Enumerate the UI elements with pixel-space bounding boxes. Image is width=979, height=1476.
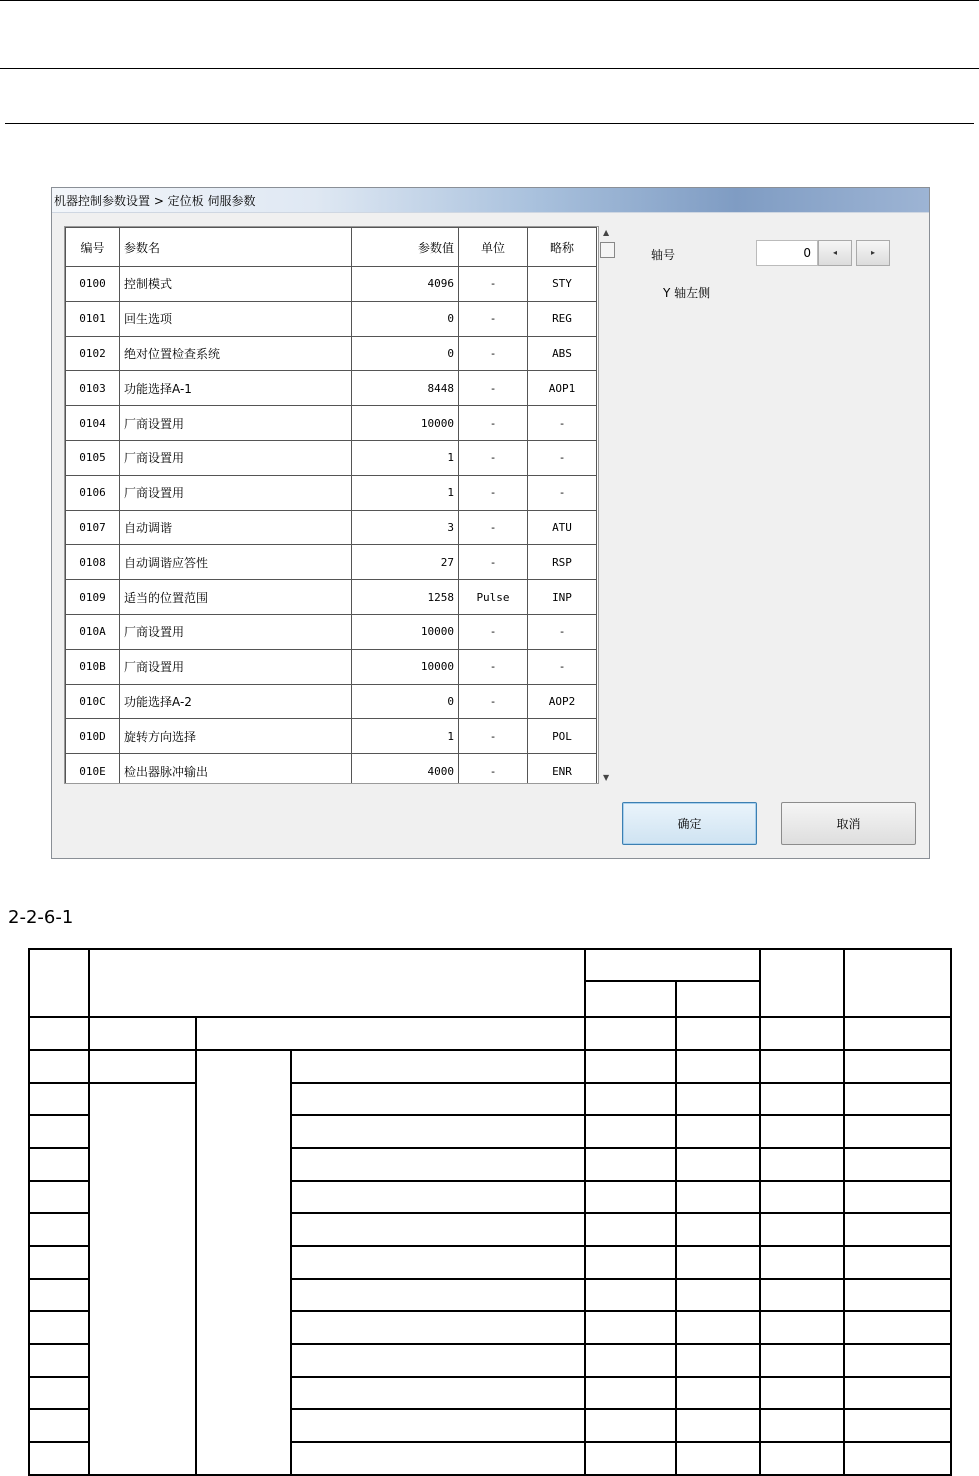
cell-abbreviation: - xyxy=(528,614,597,649)
col-header-value[interactable]: 参数值 xyxy=(352,228,459,267)
cell-abbreviation: RSP xyxy=(528,545,597,580)
spin-right-button[interactable] xyxy=(856,240,890,266)
cell-param-name: 控制模式 xyxy=(120,267,352,302)
table-row[interactable] xyxy=(66,684,597,719)
col-header-abbr[interactable]: 略称 xyxy=(528,228,597,267)
col-header-name[interactable]: 参数名 xyxy=(120,228,352,267)
cell-number: 0108 xyxy=(66,545,120,580)
cell-param-value[interactable]: 10000 xyxy=(352,406,459,441)
cell-unit: - xyxy=(459,267,528,302)
cell-param-value[interactable]: 1258 xyxy=(352,580,459,615)
cell-param-value[interactable]: 1 xyxy=(352,719,459,754)
cell-param-value[interactable]: 4096 xyxy=(352,267,459,302)
servo-parameter-window xyxy=(51,187,930,859)
table-row[interactable] xyxy=(66,719,597,754)
cell-param-value[interactable]: 4000 xyxy=(352,754,459,784)
chevron-right-icon: ▸ xyxy=(870,248,875,257)
cell-param-name: 厂商设置用 xyxy=(120,614,352,649)
cell-number: 0107 xyxy=(66,510,120,545)
cell-abbreviation: REG xyxy=(528,301,597,336)
header-row xyxy=(66,228,597,267)
cell-abbreviation: INP xyxy=(528,580,597,615)
table-row[interactable] xyxy=(66,545,597,580)
cell-param-value[interactable]: 8448 xyxy=(352,371,459,406)
cell-number: 010A xyxy=(66,614,120,649)
cell-abbreviation: STY xyxy=(528,267,597,302)
cell-unit: - xyxy=(459,510,528,545)
cell-number: 0101 xyxy=(66,301,120,336)
cell-unit: - xyxy=(459,684,528,719)
cell-unit: - xyxy=(459,440,528,475)
cell-param-name: 适当的位置范围 xyxy=(120,580,352,615)
cell-abbreviation: POL xyxy=(528,719,597,754)
cell-param-name: 绝对位置检查系统 xyxy=(120,336,352,371)
cell-number: 0103 xyxy=(66,371,120,406)
cell-param-value[interactable]: 0 xyxy=(352,336,459,371)
table-row[interactable] xyxy=(66,475,597,510)
parameter-grid[interactable] xyxy=(64,226,599,784)
cell-number: 010E xyxy=(66,754,120,784)
cell-param-name: 自动调谐 xyxy=(120,510,352,545)
cell-abbreviation: AOP2 xyxy=(528,684,597,719)
cell-number: 010D xyxy=(66,719,120,754)
window-title: 机器控制参数设置 > 定位板 伺服参数 xyxy=(54,194,256,208)
cell-abbreviation: ENR xyxy=(528,754,597,784)
cell-abbreviation: AOP1 xyxy=(528,371,597,406)
chevron-left-icon: ◂ xyxy=(832,248,837,257)
cell-unit: - xyxy=(459,614,528,649)
table-row[interactable] xyxy=(66,406,597,441)
axis-label: 轴号 xyxy=(651,248,676,262)
scroll-thumb[interactable] xyxy=(600,242,615,258)
cell-number: 0106 xyxy=(66,475,120,510)
col-header-no[interactable]: 编号 xyxy=(66,228,120,267)
cell-number: 0100 xyxy=(66,267,120,302)
cell-unit: - xyxy=(459,336,528,371)
cell-unit: - xyxy=(459,301,528,336)
axis-side-label: Y 轴左侧 xyxy=(663,286,711,300)
table-row[interactable] xyxy=(66,336,597,371)
cell-number: 010B xyxy=(66,649,120,684)
cell-unit: - xyxy=(459,649,528,684)
cell-param-name: 检出器脉冲输出 xyxy=(120,754,352,784)
table-row[interactable] xyxy=(66,371,597,406)
cell-abbreviation: - xyxy=(528,406,597,441)
cell-abbreviation: - xyxy=(528,475,597,510)
table-row[interactable] xyxy=(66,614,597,649)
cell-param-value[interactable]: 27 xyxy=(352,545,459,580)
table-row[interactable] xyxy=(66,440,597,475)
ok-button[interactable]: 确定 xyxy=(622,802,757,845)
cell-param-name: 功能选择A-2 xyxy=(120,684,352,719)
cell-unit: - xyxy=(459,545,528,580)
cell-param-value[interactable]: 10000 xyxy=(352,649,459,684)
cell-param-value[interactable]: 3 xyxy=(352,510,459,545)
top-rule-2 xyxy=(0,68,979,69)
table-row[interactable] xyxy=(66,267,597,302)
cell-param-value[interactable]: 1 xyxy=(352,475,459,510)
cell-unit: - xyxy=(459,406,528,441)
cell-unit: - xyxy=(459,719,528,754)
cell-unit: - xyxy=(459,371,528,406)
empty-parameter-table xyxy=(28,948,952,1476)
table-row[interactable] xyxy=(66,510,597,545)
cell-param-name: 回生选项 xyxy=(120,301,352,336)
col-header-unit[interactable]: 单位 xyxy=(459,228,528,267)
top-rule-3 xyxy=(5,123,974,124)
cell-abbreviation: - xyxy=(528,440,597,475)
cell-param-name: 功能选择A-1 xyxy=(120,371,352,406)
cell-unit: - xyxy=(459,754,528,784)
cell-param-name: 旋转方向选择 xyxy=(120,719,352,754)
cell-param-name: 厂商设置用 xyxy=(120,649,352,684)
window-titlebar xyxy=(52,188,929,213)
cell-number: 010C xyxy=(66,684,120,719)
grid-scrollbar[interactable] xyxy=(599,226,617,784)
cell-unit: - xyxy=(459,475,528,510)
axis-number-input[interactable]: 0 xyxy=(756,240,818,266)
table-row[interactable] xyxy=(66,301,597,336)
cancel-button[interactable]: 取消 xyxy=(781,802,916,845)
cell-unit: Pulse xyxy=(459,580,528,615)
cell-number: 0104 xyxy=(66,406,120,441)
cell-param-value[interactable]: 0 xyxy=(352,301,459,336)
table-row[interactable] xyxy=(66,649,597,684)
cell-param-value[interactable]: 0 xyxy=(352,684,459,719)
cell-number: 0102 xyxy=(66,336,120,371)
top-rule-1 xyxy=(0,0,979,1)
spin-left-button[interactable] xyxy=(818,240,852,266)
cell-param-name: 自动调谐应答性 xyxy=(120,545,352,580)
cell-number: 0105 xyxy=(66,440,120,475)
table-row[interactable] xyxy=(66,580,597,615)
cell-param-value[interactable]: 10000 xyxy=(352,614,459,649)
scroll-up-icon[interactable]: ▲ xyxy=(603,228,610,237)
table-row[interactable] xyxy=(66,754,597,784)
cell-param-name: 厂商设置用 xyxy=(120,406,352,441)
cell-param-value[interactable]: 1 xyxy=(352,440,459,475)
cell-abbreviation: ATU xyxy=(528,510,597,545)
cell-number: 0109 xyxy=(66,580,120,615)
cell-param-name: 厂商设置用 xyxy=(120,475,352,510)
parameter-table xyxy=(65,227,597,784)
cell-abbreviation: ABS xyxy=(528,336,597,371)
cell-param-name: 厂商设置用 xyxy=(120,440,352,475)
figure-caption: 2-2-6-1 xyxy=(8,907,74,928)
scroll-down-icon[interactable]: ▼ xyxy=(603,773,610,782)
cell-abbreviation: - xyxy=(528,649,597,684)
